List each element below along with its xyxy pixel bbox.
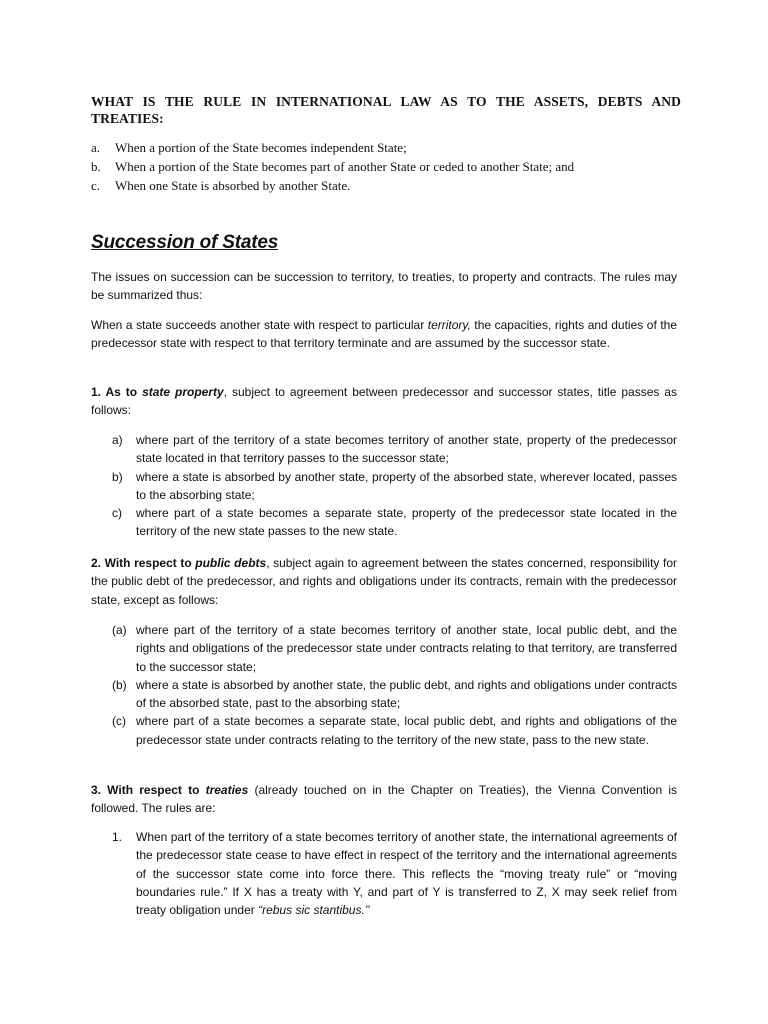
list-item-text: where a state is absorbed by another state, property of the absorbed state, wherever located, passes to the absorbing state; (136, 469, 677, 502)
question-list (91, 138, 691, 195)
list-item-text: where part of the territory of a state becomes territory of another state, local public debt, and the rights and obligations of the predecessor state under contracts relating to that territory, are transferred to the successor state; (136, 623, 677, 674)
list-item (91, 138, 691, 157)
list-marker: (a) (112, 623, 127, 637)
paragraph-text: When a state succeeds another state with respect to particular (91, 318, 428, 332)
state-property-list (112, 431, 677, 541)
list-item-text (136, 828, 677, 919)
state-property-paragraph (91, 383, 677, 420)
list-item (112, 712, 677, 749)
latin-phrase: “rebus sic stantibus.’’ (258, 903, 370, 918)
list-item-text: where part of the territory of a state becomes territory of another state, property of the predecessor state located in that territory passes to the successor state; (136, 433, 677, 466)
list-marker: (c) (112, 714, 126, 729)
list-item (112, 621, 677, 676)
list-item (91, 176, 691, 195)
list-marker: c) (112, 506, 122, 521)
list-marker: (b) (112, 677, 127, 692)
public-debts-paragraph (91, 554, 677, 609)
list-item (112, 828, 677, 919)
treaties-paragraph (91, 781, 677, 818)
list-item-text: When a portion of the State becomes part of another State or ceded to another State; and (115, 159, 575, 174)
paragraph-text: the capacities, rights and duties of the predecessor state with respect to that territory terminate and are assumed by the successor state. (91, 318, 677, 351)
treaties-list (112, 828, 677, 919)
list-item-text: where a state is absorbed by another state, the public debt, and rights and obligations under contracts of the absorbed state, past to the absorbing state; (136, 677, 678, 711)
list-marker: c. (91, 178, 101, 193)
succession-paragraph (91, 316, 677, 353)
paragraph-text: (already touched on in the Chapter on Treaties), the Vienna Convention is followed. The rules are: (91, 783, 677, 816)
list-item-text: When one State is absorbed by another State. (115, 178, 351, 193)
list-item (112, 676, 677, 713)
section-keyword: public debts (195, 556, 267, 570)
list-marker: a) (112, 433, 123, 447)
list-marker: b) (112, 469, 123, 484)
paragraph-text: , subject again to agreement between the states concerned, responsibility for the public debt of the predecessor, and rights and obligations under its contracts, remain with the predecessor state, except as follows: (91, 556, 677, 607)
section-lead: 3. With respect to (91, 783, 206, 797)
question-title: WHAT IS THE RULE IN INTERNATIONAL LAW AS TO THE ASSETS, DEBTS AND TREATIES: (91, 94, 681, 126)
list-marker: b. (91, 159, 101, 174)
list-item-text: where part of a state becomes a separate state, property of the predecessor state located in the territory of the new state passes to the new state. (136, 506, 677, 539)
section-lead: 1. As to (91, 385, 143, 399)
paragraph-text: , subject to agreement between predecessor and successor states, title passes as follows: (91, 385, 677, 418)
emphasis-text: territory, (427, 318, 471, 332)
list-marker: a. (91, 140, 101, 155)
intro-paragraph: The issues on succession can be succession to territory, to treaties, to property and contracts. The rules may be summarized thus: (91, 270, 677, 303)
list-item-body: When part of the territory of a state becomes territory of another state, the international agreements of the predecessor state cease to have effect in respect of the territory and the international agreements of the successor state come into force there. This reflects the “moving treaty rule” or “moving boundaries rule.” If X has a treaty with Y, and part of Y is transferred to Z, X may seek relief from treaty obligation under (136, 830, 677, 918)
section-keyword: state property (142, 385, 224, 399)
section-keyword: treaties (205, 783, 249, 797)
list-item (112, 468, 677, 505)
public-debts-list (112, 621, 677, 749)
list-item (112, 504, 677, 541)
list-item-text: where part of a state becomes a separate state, local public debt, and rights and obligations of the predecessor state under contracts relating to the territory of the new state, pass to the new state. (136, 714, 677, 747)
list-item-text: When a portion of the State becomes independent State; (115, 140, 407, 155)
list-item (112, 431, 677, 468)
list-item (91, 157, 691, 176)
section-heading: Succession of States (91, 232, 279, 253)
list-marker: 1. (112, 830, 123, 844)
section-lead: 2. With respect to (91, 556, 196, 570)
